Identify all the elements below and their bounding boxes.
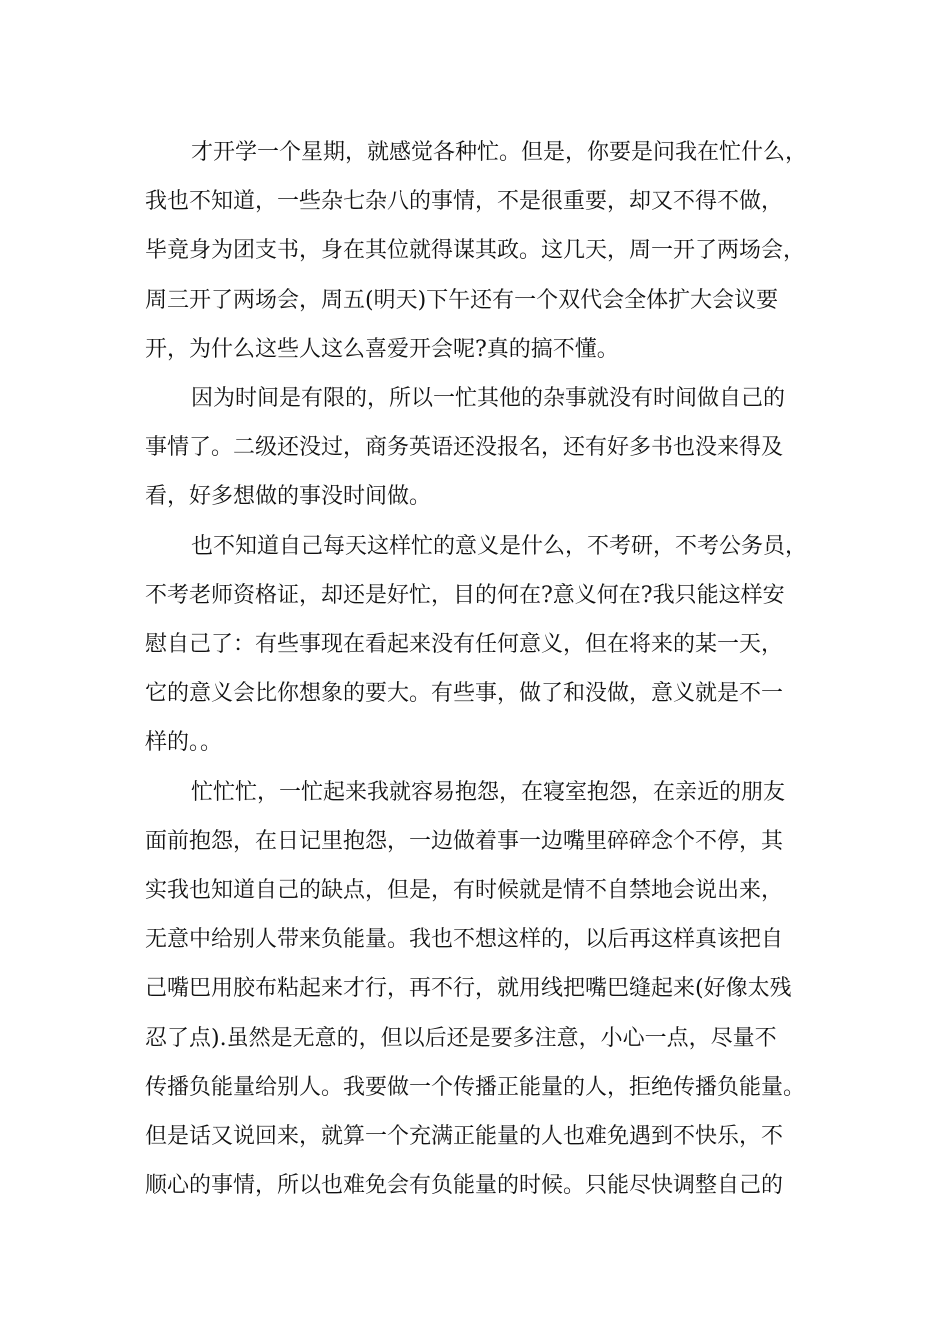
text-line: 事情了。二级还没过，商务英语还没报名，还有好多书也没来得及 <box>145 435 784 461</box>
text-line: 慰自己了：有些事现在看起来没有任何意义，但在将来的某一天， <box>145 632 784 658</box>
paragraph-3 <box>145 522 825 768</box>
text-line: 忍了点).虽然是无意的，但以后还是要多注意，小心一点，尽量不 <box>145 1025 777 1051</box>
paragraph-4 <box>145 768 825 1211</box>
text-line: 看，好多想做的事没时间做。 <box>145 484 432 510</box>
text-line: 样的。。 <box>145 730 223 756</box>
text-line: 因为时间是有限的，所以一忙其他的杂事就没有时间做自己的 <box>191 386 786 412</box>
text-line: 才开学一个星期，就感觉各种忙。但是，你要是问我在忙什么， <box>191 140 808 165</box>
paragraph-1 <box>145 128 825 374</box>
text-line: 己嘴巴用胶布粘起来才行，再不行，就用线把嘴巴缝起来(好像太残 <box>145 976 792 1002</box>
text-line: 实我也知道自己的缺点，但是，有时候就是情不自禁地会说出来， <box>145 878 784 904</box>
document-body <box>145 128 825 1210</box>
text-line: 开，为什么这些人这么喜爱开会呢?真的搞不懂。 <box>145 336 619 362</box>
paragraph-2 <box>145 374 825 522</box>
text-line: 传播负能量给别人。我要做一个传播正能量的人，拒绝传播负能量。 <box>145 1074 806 1100</box>
text-line: 但是话又说回来，就算一个充满正能量的人也难免遇到不快乐，不 <box>145 1124 784 1150</box>
text-line: 周三开了两场会，周五(明天)下午还有一个双代会全体扩大会议要 <box>145 287 779 313</box>
text-line: 毕竟身为团支书，身在其位就得谋其政。这几天，周一开了两场会， <box>145 238 806 264</box>
text-line: 无意中给别人带来负能量。我也不想这样的，以后再这样真该把自 <box>145 927 784 953</box>
text-line: 面前抱怨，在日记里抱怨，一边做着事一边嘴里碎碎念个不停，其 <box>145 828 784 854</box>
text-line: 也不知道自己每天这样忙的意义是什么，不考研，不考公务员， <box>191 533 808 559</box>
text-line: 我也不知道，一些杂七杂八的事情，不是很重要，却又不得不做， <box>145 189 784 215</box>
text-line: 它的意义会比你想象的要大。有些事，做了和没做，意义就是不一 <box>145 681 784 707</box>
text-line: 不考老师资格证，却还是好忙，目的何在?意义何在?我只能这样安 <box>145 582 785 608</box>
text-line: 顺心的事情，所以也难免会有负能量的时候。只能尽快调整自己的 <box>145 1173 784 1199</box>
text-line: 忙忙忙，一忙起来我就容易抱怨，在寝室抱怨，在亲近的朋友 <box>191 779 786 805</box>
